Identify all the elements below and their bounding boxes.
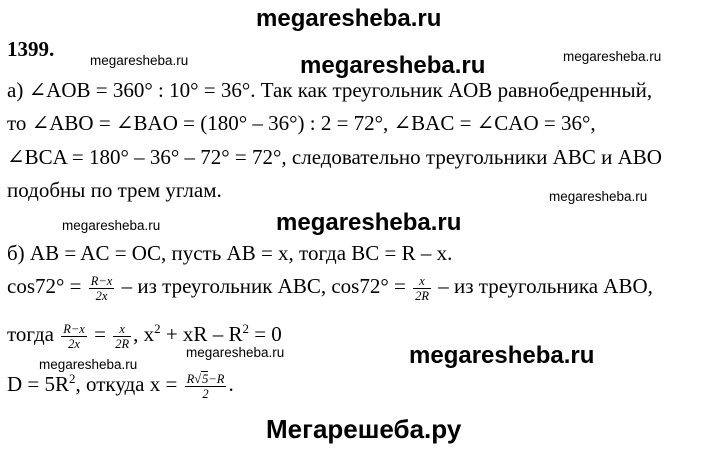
superscript: 2 [154, 321, 161, 336]
problem-number: 1399. [7, 37, 55, 61]
fraction-numerator: R−x [90, 273, 113, 288]
equals-sign: = [94, 322, 106, 346]
text: – из треугольник ABC, cos72° = [121, 274, 406, 298]
fraction-denominator: 2R [115, 336, 130, 351]
text: тогда [7, 322, 54, 346]
text: cos72° = [7, 274, 82, 298]
watermark-small: megaresheba.ru [39, 357, 138, 372]
fraction-denominator: 2x [95, 288, 108, 303]
superscript: 2 [242, 321, 249, 336]
part-a-line-2: то ∠ABO = ∠BAO = (180° – 36°) : 2 = 72°, ∠BAC = ∠CAO = 36°, [7, 111, 596, 135]
watermark-small: megaresheba.ru [549, 189, 648, 204]
fraction-denominator: 2 [202, 386, 209, 401]
text: , откуда x = [75, 372, 178, 396]
fraction [413, 274, 431, 303]
text: . [228, 372, 234, 396]
watermark-small: megaresheba.ru [186, 345, 285, 360]
numerator-part: R [186, 371, 195, 386]
fraction [113, 322, 131, 351]
fraction-denominator: 2R [415, 288, 429, 303]
numerator-part: −R [208, 371, 225, 386]
part-b-line-3 [7, 316, 282, 351]
part-a-line-4: подобны по трем углам. [7, 178, 222, 202]
watermark-bold: megaresheba.ru [300, 52, 486, 79]
text: , x [133, 322, 155, 346]
watermark-bold: megaresheba.ru [409, 342, 595, 369]
fraction-numerator [185, 372, 227, 387]
sqrt-radicand: 5 [202, 371, 209, 386]
fraction [61, 322, 87, 351]
fraction-numerator: x [413, 274, 431, 289]
part-b-line-1: б) AB = AC = OC, пусть AB = x, тогда BC = R – x. [7, 241, 453, 265]
fraction-numerator: R−x [63, 321, 85, 336]
sqrt-sign: √ [194, 371, 202, 386]
text: D = 5R [7, 372, 70, 396]
superscript: 2 [69, 371, 76, 386]
fraction [185, 372, 227, 401]
fraction [89, 274, 115, 303]
part-b-line-4 [7, 366, 234, 401]
fraction-denominator: 2x [68, 336, 80, 351]
watermark-top: megaresheba.ru [256, 5, 442, 32]
text: – из треугольника ABO, [438, 274, 653, 298]
fraction-numerator: x [113, 322, 131, 337]
text: + xR – R [160, 322, 243, 346]
footer-watermark: Мегарешеба.ру [266, 414, 462, 444]
part-a-line-1: а) ∠AOB = 360° : 10° = 36°. Так как треугольник AOB равнобедренный, [7, 78, 653, 102]
watermark-small: megaresheba.ru [90, 53, 189, 68]
watermark-small: megaresheba.ru [62, 218, 161, 233]
part-a-line-3: ∠BCA = 180° – 36° – 72° = 72°, следовательно треугольники ABC и ABO [7, 145, 662, 169]
watermark-bold: megaresheba.ru [276, 209, 462, 236]
watermark-small: megaresheba.ru [563, 49, 662, 64]
text: = 0 [248, 322, 282, 346]
part-b-line-2 [7, 273, 653, 303]
